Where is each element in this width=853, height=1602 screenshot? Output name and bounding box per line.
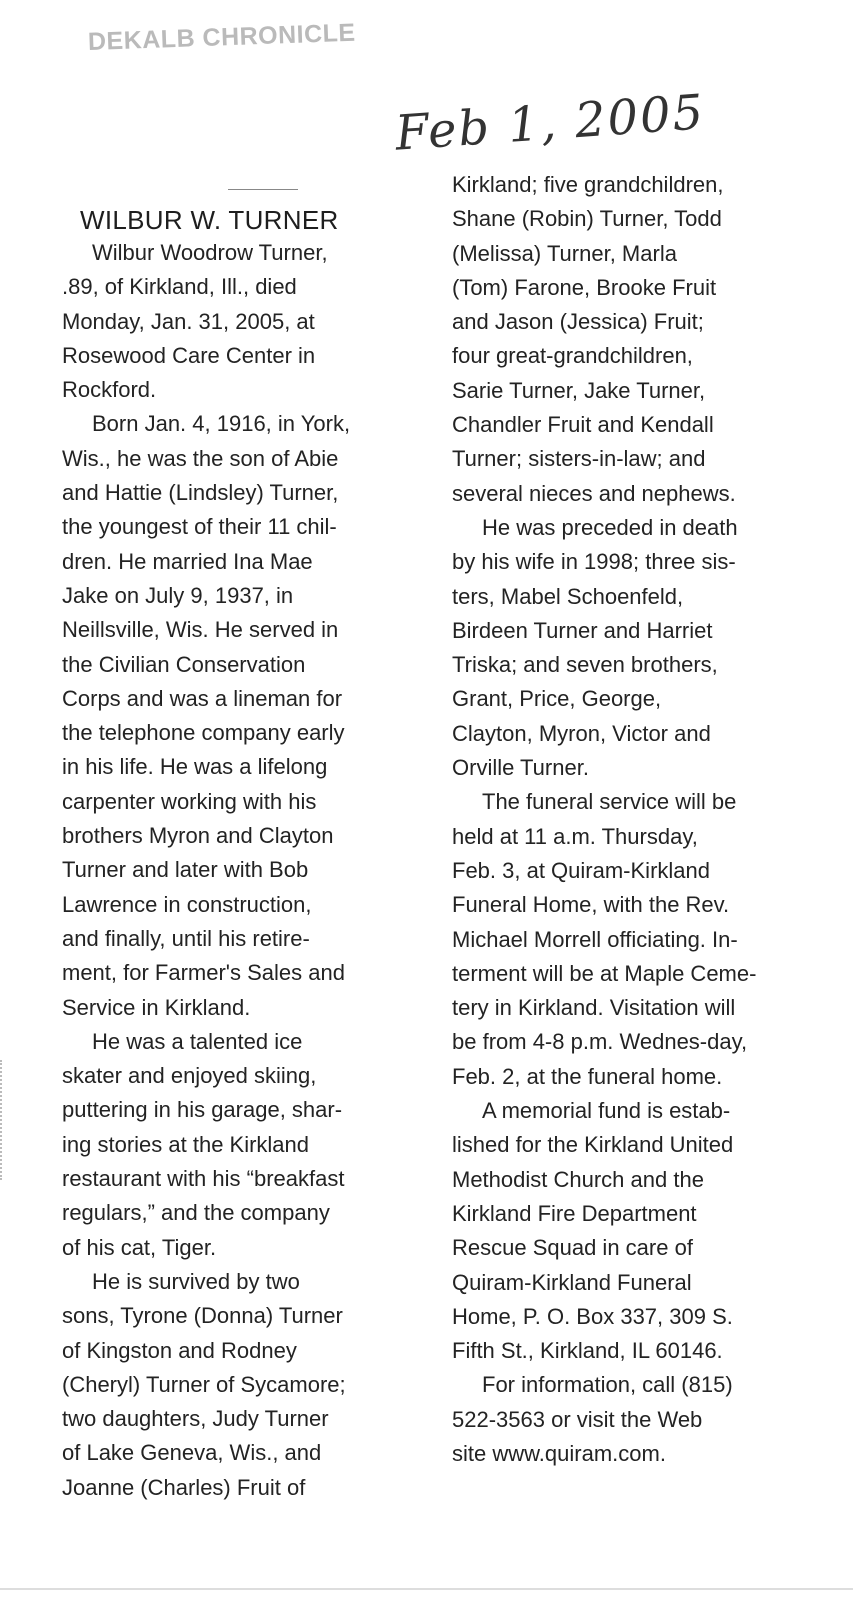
text-line: ing stories at the Kirkland bbox=[62, 1131, 310, 1157]
right-column bbox=[452, 168, 832, 1471]
text-line: He is survived by two bbox=[92, 1268, 300, 1294]
text-line: brothers Myron and Clayton bbox=[62, 823, 334, 849]
text-line: Jake on July 9, 1937, in bbox=[62, 582, 294, 608]
text-line: held at 11 a.m. Thursday, bbox=[452, 823, 698, 849]
text-line: Lawrence in construction, bbox=[62, 891, 312, 917]
text-line: carpenter working with his bbox=[62, 788, 317, 814]
text-line: Rockford. bbox=[62, 377, 157, 403]
text-line: and finally, until his retire- bbox=[62, 925, 310, 951]
text-line: the telephone company early bbox=[62, 720, 345, 746]
paragraph bbox=[452, 511, 832, 785]
text-line: the youngest of their 11 chil- bbox=[62, 514, 337, 540]
text-line: tery in Kirkland. Visitation will bbox=[452, 995, 736, 1021]
text-line: Kirkland Fire Department bbox=[452, 1200, 697, 1226]
text-line: Kirkland; five grandchildren, bbox=[452, 172, 724, 197]
text-line: Funeral Home, with the Rev. bbox=[452, 892, 730, 918]
clipping-bottom-edge bbox=[0, 1588, 853, 1590]
newspaper-stamp: DEKALB CHRONICLE bbox=[87, 18, 357, 56]
text-line: dren. He married Ina Mae bbox=[62, 548, 313, 574]
text-line: Quiram-Kirkland Funeral bbox=[452, 1269, 692, 1295]
text-line: Service in Kirkland. bbox=[62, 994, 251, 1020]
text-line: Fifth St., Kirkland, IL 60146. bbox=[452, 1338, 723, 1364]
text-line: Born Jan. 4, 1916, in York, bbox=[92, 411, 351, 437]
paragraph bbox=[62, 1265, 432, 1505]
text-line: puttering in his garage, shar- bbox=[62, 1097, 343, 1123]
text-line: four great-grandchildren, bbox=[452, 343, 693, 369]
text-line: of Lake Geneva, Wis., and bbox=[62, 1440, 322, 1466]
text-line: regulars,” and the company bbox=[62, 1200, 330, 1226]
text-line: Chandler Fruit and Kendall bbox=[452, 412, 714, 438]
text-line: Orville Turner. bbox=[452, 755, 589, 781]
text-line: and Hattie (Lindsley) Turner, bbox=[62, 480, 339, 506]
text-line: 522-3563 or visit the Web bbox=[452, 1406, 703, 1432]
text-line: He was a talented ice bbox=[92, 1028, 303, 1054]
text-line: Shane (Robin) Turner, Todd bbox=[452, 206, 722, 232]
text-line: be from 4-8 p.m. Wednes-day, bbox=[452, 1029, 748, 1055]
text-line: (Melissa) Turner, Marla bbox=[452, 240, 677, 266]
paragraph bbox=[452, 1094, 832, 1368]
text-line: ters, Mabel Schoenfeld, bbox=[452, 583, 684, 609]
text-line: restaurant with his “breakfast bbox=[62, 1166, 345, 1192]
text-line: Neillsville, Wis. He served in bbox=[62, 617, 339, 643]
text-line: Birdeen Turner and Harriet bbox=[452, 617, 713, 643]
text-line: Feb. 3, at Quiram-Kirkland bbox=[452, 857, 710, 883]
text-line: terment will be at Maple Ceme- bbox=[452, 960, 757, 986]
text-line: A memorial fund is estab- bbox=[482, 1098, 731, 1124]
text-line: and Jason (Jessica) Fruit; bbox=[452, 309, 704, 335]
text-line: Sarie Turner, Jake Turner, bbox=[452, 377, 706, 403]
text-line: Home, P. O. Box 337, 309 S. bbox=[452, 1303, 733, 1329]
text-line: sons, Tyrone (Donna) Turner bbox=[62, 1303, 343, 1329]
obituary-title: WILBUR W. TURNER bbox=[80, 205, 339, 235]
text-line: several nieces and nephews. bbox=[452, 480, 736, 506]
text-line: Methodist Church and the bbox=[452, 1166, 704, 1192]
text-line: Wis., he was the son of Abie bbox=[62, 445, 339, 471]
handwritten-date: Feb 1, 2005 bbox=[393, 84, 707, 162]
paragraph bbox=[452, 1368, 832, 1471]
paragraph bbox=[62, 407, 432, 1024]
paragraph bbox=[452, 168, 832, 511]
text-line: (Cheryl) Turner of Sycamore; bbox=[62, 1371, 346, 1397]
paragraph bbox=[62, 236, 432, 407]
divider bbox=[228, 189, 298, 190]
text-line: .89, of Kirkland, Ill., died bbox=[62, 274, 297, 300]
paragraph bbox=[62, 1025, 432, 1265]
text-line: For information, call (815) bbox=[482, 1372, 733, 1398]
text-line: Clayton, Myron, Victor and bbox=[452, 720, 711, 746]
text-line: the Civilian Conservation bbox=[62, 651, 306, 677]
text-line: Grant, Price, George, bbox=[452, 686, 662, 712]
text-line: of Kingston and Rodney bbox=[62, 1337, 297, 1363]
text-line: Turner; sisters-in-law; and bbox=[452, 446, 706, 472]
text-line: two daughters, Judy Turner bbox=[62, 1406, 329, 1432]
text-line: Rescue Squad in care of bbox=[452, 1235, 693, 1261]
text-line: Rosewood Care Center in bbox=[62, 342, 316, 368]
text-line: (Tom) Farone, Brooke Fruit bbox=[452, 274, 717, 300]
text-line: Joanne (Charles) Fruit of bbox=[62, 1474, 306, 1500]
text-line: Monday, Jan. 31, 2005, at bbox=[62, 308, 315, 334]
text-line: The funeral service will be bbox=[482, 789, 737, 815]
scan-edge-marks bbox=[0, 1060, 5, 1180]
text-line: Feb. 2, at the funeral home. bbox=[452, 1063, 723, 1089]
text-line: Wilbur Woodrow Turner, bbox=[92, 240, 328, 265]
text-line: site www.quiram.com. bbox=[452, 1440, 666, 1466]
text-line: He was preceded in death bbox=[482, 514, 738, 540]
text-line: Triska; and seven brothers, bbox=[452, 652, 718, 678]
text-line: Corps and was a lineman for bbox=[62, 685, 343, 711]
text-line: lished for the Kirkland United bbox=[452, 1132, 734, 1158]
text-line: Michael Morrell officiating. In- bbox=[452, 926, 738, 952]
text-line: of his cat, Tiger. bbox=[62, 1234, 217, 1260]
text-line: skater and enjoyed skiing, bbox=[62, 1063, 317, 1089]
text-line: ment, for Farmer's Sales and bbox=[62, 960, 345, 986]
left-column bbox=[62, 236, 432, 1505]
text-line: by his wife in 1998; three sis- bbox=[452, 549, 736, 575]
text-line: in his life. He was a lifelong bbox=[62, 754, 328, 780]
text-line: Turner and later with Bob bbox=[62, 857, 309, 883]
paragraph bbox=[452, 785, 832, 1094]
